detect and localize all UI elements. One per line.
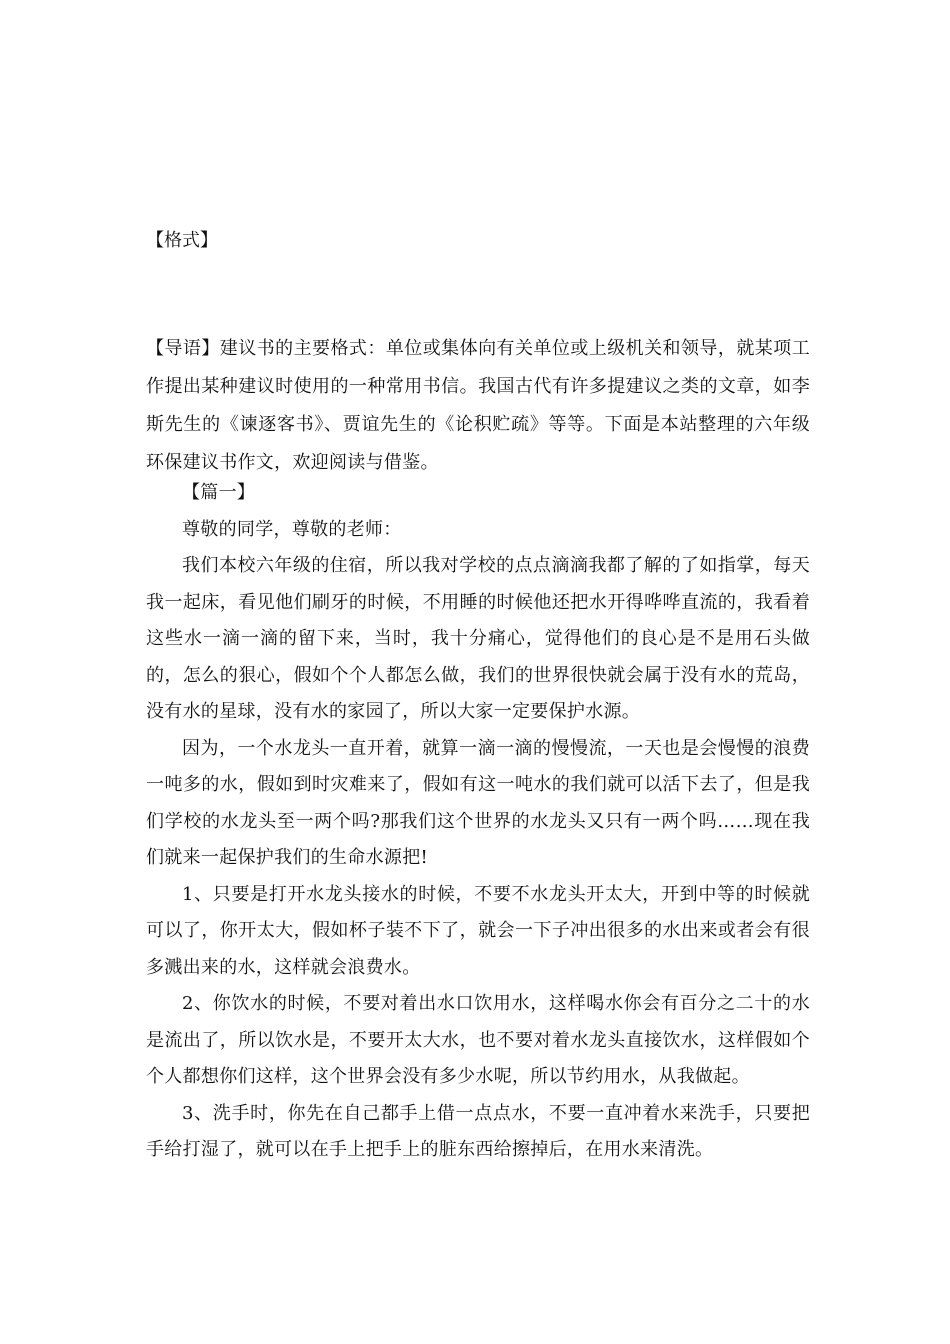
- body-paragraph: 我们本校六年级的住宿，所以我对学校的点点滴滴我都了解的了如指掌，每天我一起床，看见他们刷牙的时候，不用睡的时候他还把水开得哗哗直流的，我看着这些水一滴一滴的留下来，当时，我十分痛心，觉得他们的良心是不是用石头做的，怎么的狠心，假如个个人都怎么做，我们的世界很快就会属于没有水的荒岛，没有水的星球，没有水的家园了，所以大家一定要保护水源。: [146, 555, 810, 722]
- format-heading: 【格式】: [146, 230, 218, 251]
- intro-paragraph: 【导语】建议书的主要格式：单位或集体向有关单位或上级机关和领导，就某项工作提出某种建议时使用的一种常用书信。我国古代有许多提建议之类的文章，如李斯先生的《谏逐客书》、贾谊先生的《论积贮疏》等等。下面是本站整理的六年级环保建议书作文，欢迎阅读与借鉴。: [146, 338, 810, 473]
- body-paragraph: 3、洗手时，你先在自己都手上借一点点水，不要一直冲着水来洗手，只要把手给打湿了，就可以在手上把手上的脏东西给擦掉后，在用水来清洗。: [146, 1102, 810, 1160]
- salutation: 尊敬的同学，尊敬的老师：: [182, 518, 402, 540]
- body-paragraph: 因为，一个水龙头一直开着，就算一滴一滴的慢慢流，一天也是会慢慢的浪费一吨多的水，假如到时灾难来了，假如有这一吨水的我们就可以活下去了，但是我们学校的水龙头至一两个吗?那我们这个世界的水龙头又只有一两个吗……现在我们就来一起保护我们的生命水源把!: [146, 737, 810, 868]
- section-heading: 【篇一】: [182, 482, 256, 503]
- essay-body: [146, 475, 810, 1169]
- body-paragraph: 1、只要是打开水龙头接水的时候，不要不水龙头开太大，开到中等的时候就可以了，你开太大，假如杯子装不下了，就会一下子冲出很多的水出来或者会有很多溅出来的水，这样就会浪费水。: [146, 883, 810, 978]
- body-paragraph: 2、你饮水的时候，不要对着出水口饮用水，这样喝水你会有百分之二十的水是流出了，所以饮水是，不要开太大水，也不要对着水龙头直接饮水，这样假如个个人都想你们这样，这个世界会没有多少水呢，所以节约用水，从我做起。: [146, 993, 810, 1087]
